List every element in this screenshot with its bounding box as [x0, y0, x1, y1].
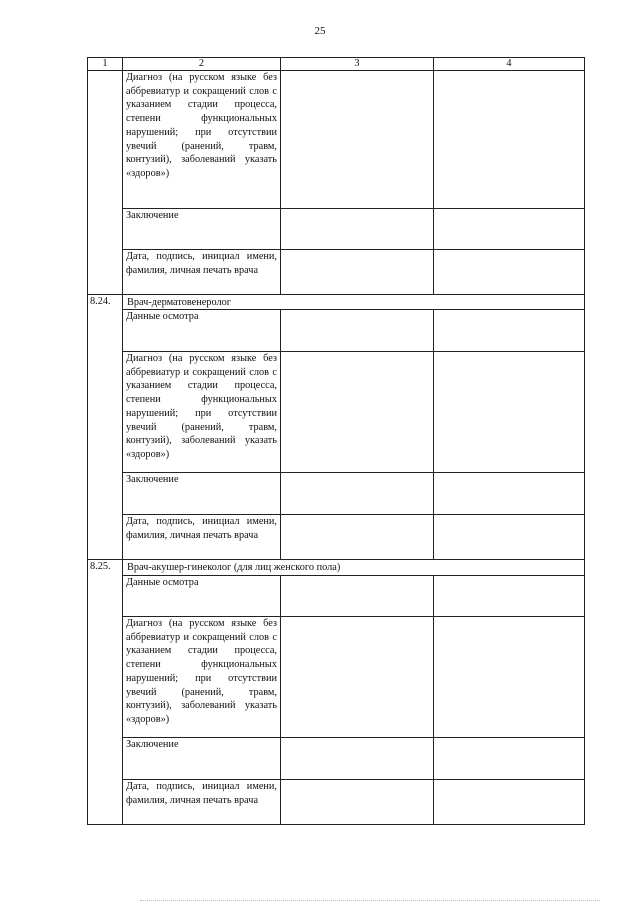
diagnosis-label: Диагноз (на русском языке без аббревиатур и сокращений слов с указанием стадии процесса, степени функциональных нарушений; при отсутствии увечий (ранений, травм, контузий), заболеваний указать «здоров»): [123, 352, 281, 473]
table-row: [88, 352, 585, 473]
value-cell[interactable]: [281, 352, 434, 473]
header-col-2: 2: [123, 58, 281, 71]
conclusion-label: Заключение: [123, 738, 281, 780]
table-row: [88, 310, 585, 352]
conclusion-label: Заключение: [123, 473, 281, 515]
value-cell[interactable]: [281, 576, 434, 617]
value-cell[interactable]: [281, 738, 434, 780]
value-cell[interactable]: [434, 780, 585, 825]
scan-edge-line: [140, 900, 600, 901]
value-cell[interactable]: [281, 617, 434, 738]
table-header-row: [88, 58, 585, 71]
value-cell[interactable]: [281, 780, 434, 825]
table-row: [88, 780, 585, 825]
table-row: [88, 209, 585, 250]
header-col-3: 3: [281, 58, 434, 71]
exam-data-label: Данные осмотра: [123, 576, 281, 617]
table-row: [88, 738, 585, 780]
signature-label: Дата, подпись, инициал имени, фамилия, личная печать врача: [123, 515, 281, 560]
section-title-row: [88, 560, 585, 576]
section-title: Врач-дерматовенеролог: [123, 295, 585, 310]
exam-data-label: Данные осмотра: [123, 310, 281, 352]
signature-label: Дата, подпись, инициал имени, фамилия, личная печать врача: [123, 250, 281, 295]
table-row: [88, 617, 585, 738]
diagnosis-label: Диагноз (на русском языке без аббревиатур и сокращений слов с указанием стадии процесса, степени функциональных нарушений; при отсутствии увечий (ранений, травм, контузий), заболеваний указать «здоров»): [123, 71, 281, 209]
value-cell[interactable]: [434, 515, 585, 560]
table-row: [88, 71, 585, 209]
page-number: 25: [314, 25, 326, 37]
value-cell[interactable]: [434, 738, 585, 780]
value-cell[interactable]: [434, 576, 585, 617]
medical-exam-table: [87, 57, 585, 825]
value-cell[interactable]: [281, 515, 434, 560]
section-title: Врач-акушер-гинеколог (для лиц женского пола): [123, 560, 585, 576]
signature-label: Дата, подпись, инициал имени, фамилия, личная печать врача: [123, 780, 281, 825]
value-cell[interactable]: [434, 617, 585, 738]
value-cell[interactable]: [434, 473, 585, 515]
section-title-row: [88, 295, 585, 310]
value-cell[interactable]: [434, 71, 585, 209]
table-row: [88, 576, 585, 617]
value-cell[interactable]: [434, 310, 585, 352]
value-cell[interactable]: [281, 71, 434, 209]
table-row: [88, 515, 585, 560]
section-number: 8.24.: [88, 295, 123, 560]
header-col-1: 1: [88, 58, 123, 71]
table-row: [88, 250, 585, 295]
value-cell[interactable]: [434, 209, 585, 250]
value-cell[interactable]: [434, 250, 585, 295]
value-cell[interactable]: [434, 352, 585, 473]
section-number: 8.25.: [88, 560, 123, 825]
value-cell[interactable]: [281, 250, 434, 295]
value-cell[interactable]: [281, 310, 434, 352]
number-cell: [88, 71, 123, 295]
table-row: [88, 473, 585, 515]
conclusion-label: Заключение: [123, 209, 281, 250]
diagnosis-label: Диагноз (на русском языке без аббревиатур и сокращений слов с указанием стадии процесса, степени функциональных нарушений; при отсутствии увечий (ранений, травм, контузий), заболеваний указать «здоров»): [123, 617, 281, 738]
value-cell[interactable]: [281, 473, 434, 515]
header-col-4: 4: [434, 58, 585, 71]
value-cell[interactable]: [281, 209, 434, 250]
